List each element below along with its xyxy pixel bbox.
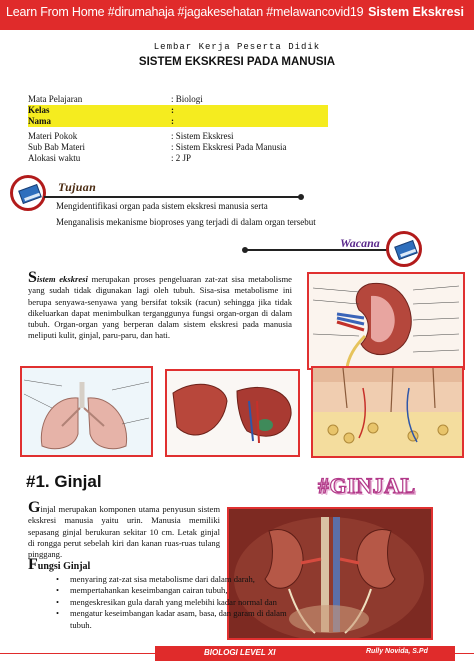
footer-level: BIOLOGI LEVEL XI — [204, 648, 276, 657]
header-banner — [0, 0, 474, 30]
doc-subtitle: Lembar Kerja Peserta Didik — [153, 42, 321, 52]
kidney-diagram-image — [307, 272, 465, 370]
info-table — [28, 94, 328, 164]
wacana-paragraph — [28, 269, 292, 342]
info-key: Materi Pokok — [28, 131, 78, 141]
book-icon — [10, 175, 46, 211]
ginjal-paragraph — [28, 499, 220, 560]
info-row-sub — [28, 142, 328, 153]
tujuan-title: Tujuan — [58, 180, 97, 194]
info-value[interactable]: : — [171, 116, 174, 126]
section-heading: #1. Ginjal — [26, 472, 102, 491]
liver-diagram-image — [165, 369, 300, 457]
divider — [44, 196, 300, 198]
list-item: • mengatur keseimbangan kadar asam, basa, dan garam di dalam — [56, 608, 287, 619]
list-item: • mempertahankan keseimbangan cairan tubuh, — [56, 585, 287, 596]
fungsi-heading — [28, 556, 90, 574]
book-icon — [386, 231, 422, 267]
info-value[interactable]: : — [171, 105, 174, 115]
header-topic: Sistem Ekskresi — [368, 5, 464, 19]
wacana-text: merupakan proses pengeluaran zat-zat sisa metabolisme yang sudah tidak digunakan lagi oleh tubuh. Sisa-sisa metabolisme ini berupa senyawa-senyawa yang bersifat toksik (racun) sehingga jika tidak dikeluarkan dapat menimbulkan terganggunya fungsi organ-organ di dalam tubuh. Organ-organ yang berperan dalam sistem ekskresi pada manusia meliputi kulit, ginjal, paru-paru, dan hati. — [28, 274, 292, 341]
fungsi-title: ungsi Ginjal — [37, 561, 91, 572]
footer-author: Rully Novida, S.Pd — [366, 648, 428, 655]
info-key: Sub Bab Materi — [28, 142, 85, 152]
info-value: : Sistem Ekskresi — [171, 131, 234, 141]
ginjal-text: injal merupakan komponen utama penyusun sistem ekskresi manusia yaitu urin. Manusia memiliki sepasang ginjal berukuran sekitar 10 cm. Letak ginjal di rongga perut sebelah kiri dan kanan ruas-ruas tulang pinggang. — [28, 504, 220, 560]
dropcap: F — [28, 556, 38, 573]
dropcap: G — [28, 499, 41, 516]
info-key: Nama — [28, 116, 51, 126]
list-item: • mengeskresikan gula darah yang melebihi kadar normal dan — [56, 597, 287, 608]
info-key: Alokasi waktu — [28, 153, 81, 163]
wacana-lead: istem ekskresi — [36, 274, 88, 284]
info-row-materi — [28, 131, 328, 142]
info-key: Mata Pelajaran — [28, 94, 83, 104]
list-item-continuation: tubuh. — [70, 619, 92, 630]
list-item: • menyaring zat-zat sisa metabolisme dari dalam darah, — [56, 574, 287, 585]
tujuan-item: Menganalisis mekanisme bioproses yang terjadi di dalam organ tersebut — [56, 217, 316, 227]
skin-diagram-image — [311, 366, 464, 458]
dropcap: S — [28, 269, 37, 286]
fungsi-list — [56, 574, 287, 631]
info-row-mapel — [28, 94, 328, 105]
lungs-diagram-image — [20, 366, 153, 457]
info-value: : 2 JP — [171, 153, 192, 163]
ginjal-hashtag: #GINJAL — [318, 473, 416, 498]
info-value: : Biologi — [171, 94, 203, 104]
wacana-title: Wacana — [340, 236, 380, 250]
doc-title: SISTEM EKSKRESI PADA MANUSIA — [138, 56, 336, 68]
tujuan-item: Mengidentifikasi organ pada sistem ekskresi manusia serta — [56, 201, 268, 211]
info-row-nama[interactable] — [28, 116, 328, 127]
info-key: Kelas — [28, 105, 50, 115]
info-value: : Sistem Ekskresi Pada Manusia — [171, 142, 287, 152]
info-row-kelas[interactable] — [28, 105, 328, 116]
info-row-waktu — [28, 153, 328, 164]
header-tagline: Learn From Home #dirumahaja #jagakesehatan #melawancovid19 — [6, 5, 364, 19]
